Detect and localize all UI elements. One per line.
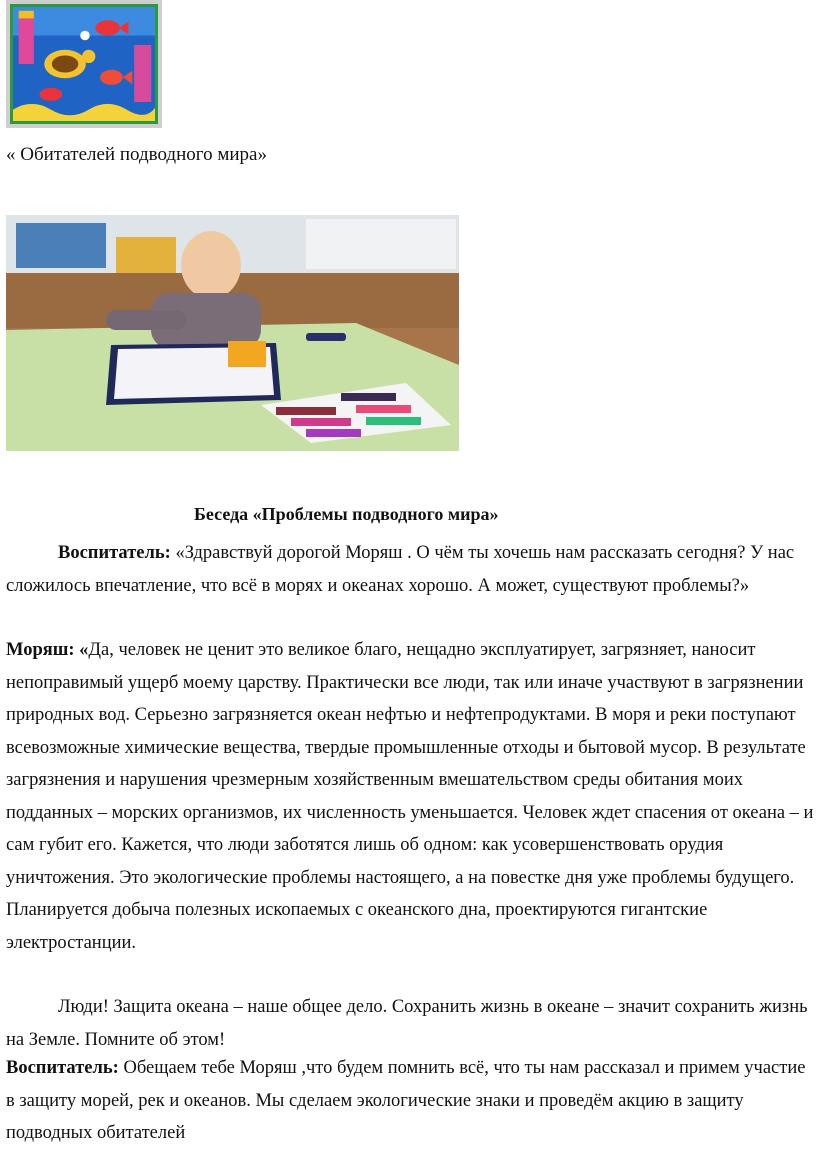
paragraph-teacher-promise bbox=[6, 1052, 814, 1150]
conversation-heading: Беседа «Проблемы подводного мира» bbox=[194, 504, 499, 524]
photo-picture bbox=[6, 215, 459, 451]
paragraph-moryash-answer bbox=[6, 634, 814, 959]
paragraph-text: Да, человек не ценит это великое благо, нещадно эксплуатирует, загрязняет, наносит непоправимый ущерб моему царству. Практически все люди, так или иначе участвуют в загрязнении природных вод. Серьезно загрязняется океан нефтью и нефтепродуктами. В моря и реки поступают всевозможные химические вещества, твердые промышленные отходы и бытовой мусор. В результате загрязнения и нарушения чрезмерным хозяйственным вмешательством среды обитания моих подданных – морских организмов, их численность уменьшается. Человек ждет спасения от океана – и сам губит его. Кажется, что люди заботятся лишь об одном: как усовершенствовать орудия уничтожения. Это экологические проблемы настоящего, а на повестке дня уже проблемы будущего. Планируется добыча полезных ископаемых с океанского дна, проектируются гигантские электростанции. bbox=[6, 640, 814, 953]
artwork-caption: « Обитателей подводного мира» bbox=[6, 144, 267, 165]
child-photo bbox=[6, 215, 459, 451]
artwork-image bbox=[6, 0, 162, 128]
speaker-label: Воспитатель: bbox=[6, 1058, 119, 1078]
speaker-label: Моряш: « bbox=[6, 640, 89, 660]
paragraph-text: «Здравствуй дорогой Моряш . О чём ты хочешь нам рассказать сегодня? У нас сложилось впечатление, что всё в морях и океанах хорошо. А может, существуют проблемы?» bbox=[6, 543, 795, 596]
speaker-label: Воспитатель: bbox=[58, 543, 171, 563]
paragraph-text: Обещаем тебе Моряш ,что будем помнить всё, что ты нам рассказал и примем участие в защиту морей, рек и океанов. Мы сделаем экологические знаки и проведём акцию в защиту подводных обитателей bbox=[6, 1058, 806, 1143]
mosaic-picture bbox=[13, 7, 155, 121]
paragraph-text: Люди! Защита океана – наше общее дело. Сохранить жизнь в океане – значит сохранить жизнь на Земле. Помните об этом! bbox=[6, 997, 808, 1050]
paragraph-appeal bbox=[6, 991, 814, 1056]
paragraph-teacher-greeting bbox=[6, 537, 814, 602]
